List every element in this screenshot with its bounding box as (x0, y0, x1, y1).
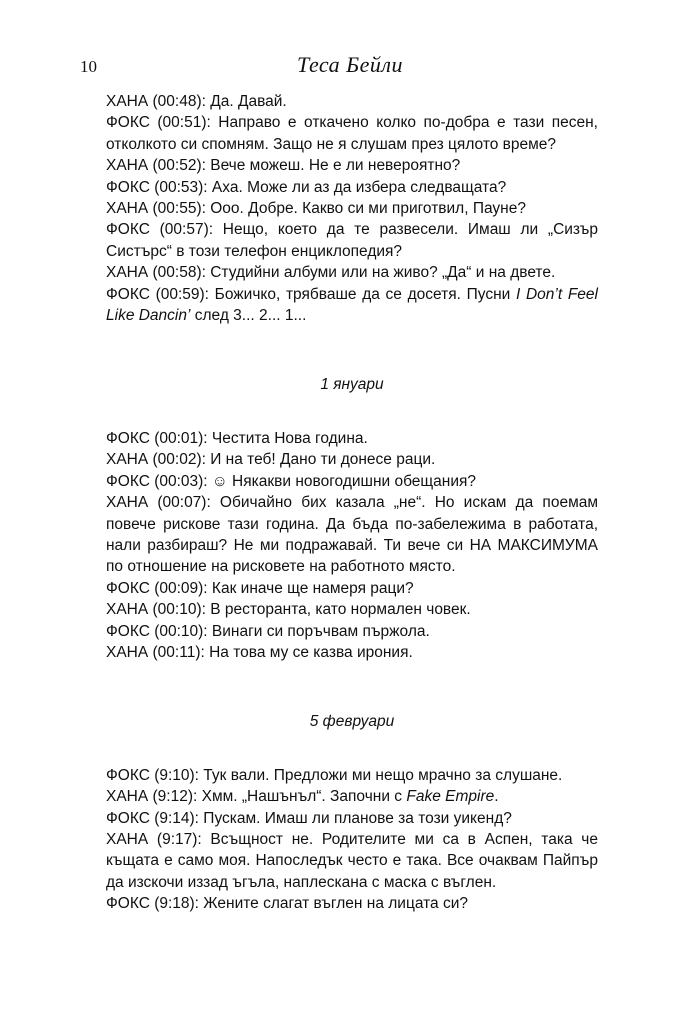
chat-text: ХАНА (00:02): И на теб! Дано ти донесе раци. (106, 451, 436, 469)
chat-text: ФОКС (00:09): Как иначе ще намеря раци? (106, 579, 414, 597)
chat-text: ФОКС (00:03): ☺ Някакви новогодишни обещания? (106, 472, 477, 490)
date-heading: 5 февруари (309, 713, 395, 731)
chat-line (106, 262, 598, 283)
chat-text: ХАНА (00:58): Студийни албуми или на живо? „Да“ и на двете. (106, 264, 556, 282)
chat-text: ХАНА (00:11): На това му се казва ирония. (106, 643, 413, 661)
chat-line (106, 219, 598, 262)
chat-line (106, 428, 598, 449)
chat-text: ФОКС (00:57): Нещо, което да те развесели. Имаш ли „Сизър Систърс“ в този телефон енциклопедия? (106, 221, 598, 260)
chat-text: ФОКС (00:01): Честита Нова година. (106, 429, 368, 447)
chat-line (106, 765, 598, 786)
song-title: I Don’t Feel Like Dancin’ (106, 285, 598, 325)
chat-text: . (494, 788, 499, 806)
section-spacer (106, 663, 598, 711)
chat-text: ХАНА (9:17): Всъщност не. Родителите ми са в Аспен, така че къщата е само моя. Напоследък често е така. Все очаквам Пайпър да изскочи иззад ъгъла, наплескана с маска с въглен. (106, 830, 598, 891)
chat-text: ХАНА (00:52): Вече можеш. Не е ли невероятно? (106, 157, 461, 175)
date-heading: 1 януари (320, 376, 384, 394)
page-number: 10 (80, 57, 97, 76)
chat-line (106, 808, 598, 829)
chat-line (106, 112, 598, 155)
chat-text: след 3... 2... 1... (190, 307, 307, 325)
section-spacer (106, 326, 598, 374)
chat-text: ФОКС (00:51): Направо е откачено колко по-добра е тази песен, отколкото си спомням. Защо не я слушам през цялото време? (106, 114, 598, 153)
chat-text: ФОКС (9:18): Жените слагат въглен на лицата си? (106, 895, 469, 913)
chat-line (106, 155, 598, 176)
chat-text: ХАНА (00:07): Обичайно бих казала „не“. Но искам да поемам повече рискове тази година. Да бъда по-забележима в работата, нали разбираш? Не ми подражавай. Ти вече си НА МАКСИМУМА по отношение на рисковете на работното място. (106, 494, 598, 576)
song-title: Fake Empire (406, 788, 495, 806)
chat-text: ХАНА (9:12): Хмм. „Нашънъл“. Започни с (106, 788, 407, 806)
chat-text: ФОКС (00:10): Винаги си поръчвам пържола. (106, 622, 430, 640)
section-spacer (106, 396, 598, 428)
chat-text: ФОКС (9:10): Тук вали. Предложи ми нещо мрачно за слушане. (106, 766, 563, 784)
chat-line (106, 177, 598, 198)
chat-line (106, 492, 598, 578)
chat-line (106, 471, 598, 492)
chat-line (106, 786, 598, 807)
chat-line (106, 829, 598, 893)
section-spacer (106, 733, 598, 765)
chat-line (106, 578, 598, 599)
chat-line (106, 198, 598, 219)
chat-line (106, 599, 598, 620)
chat-line (106, 91, 598, 112)
chat-text: ХАНА (00:55): Ооо. Добре. Какво си ми приготвил, Пауне? (106, 200, 526, 218)
chat-text: ФОКС (9:14): Пускам. Имаш ли планове за този уикенд? (106, 809, 512, 827)
chat-line (106, 449, 598, 470)
chat-line (106, 642, 598, 663)
chat-line (106, 284, 598, 327)
running-title: Теса Бейли (297, 52, 403, 77)
chat-line (106, 893, 598, 914)
text-body (106, 91, 598, 915)
chat-text: ФОКС (00:59): Божичко, трябваше да се досетя. Пусни (106, 285, 516, 303)
chat-text: ХАНА (00:48): Да. Давай. (106, 93, 287, 110)
chat-text: ХАНА (00:10): В ресторанта, като нормален човек. (106, 601, 471, 619)
chat-line (106, 621, 598, 642)
chat-text: ФОКС (00:53): Аха. Може ли аз да избера следващата? (106, 178, 507, 196)
